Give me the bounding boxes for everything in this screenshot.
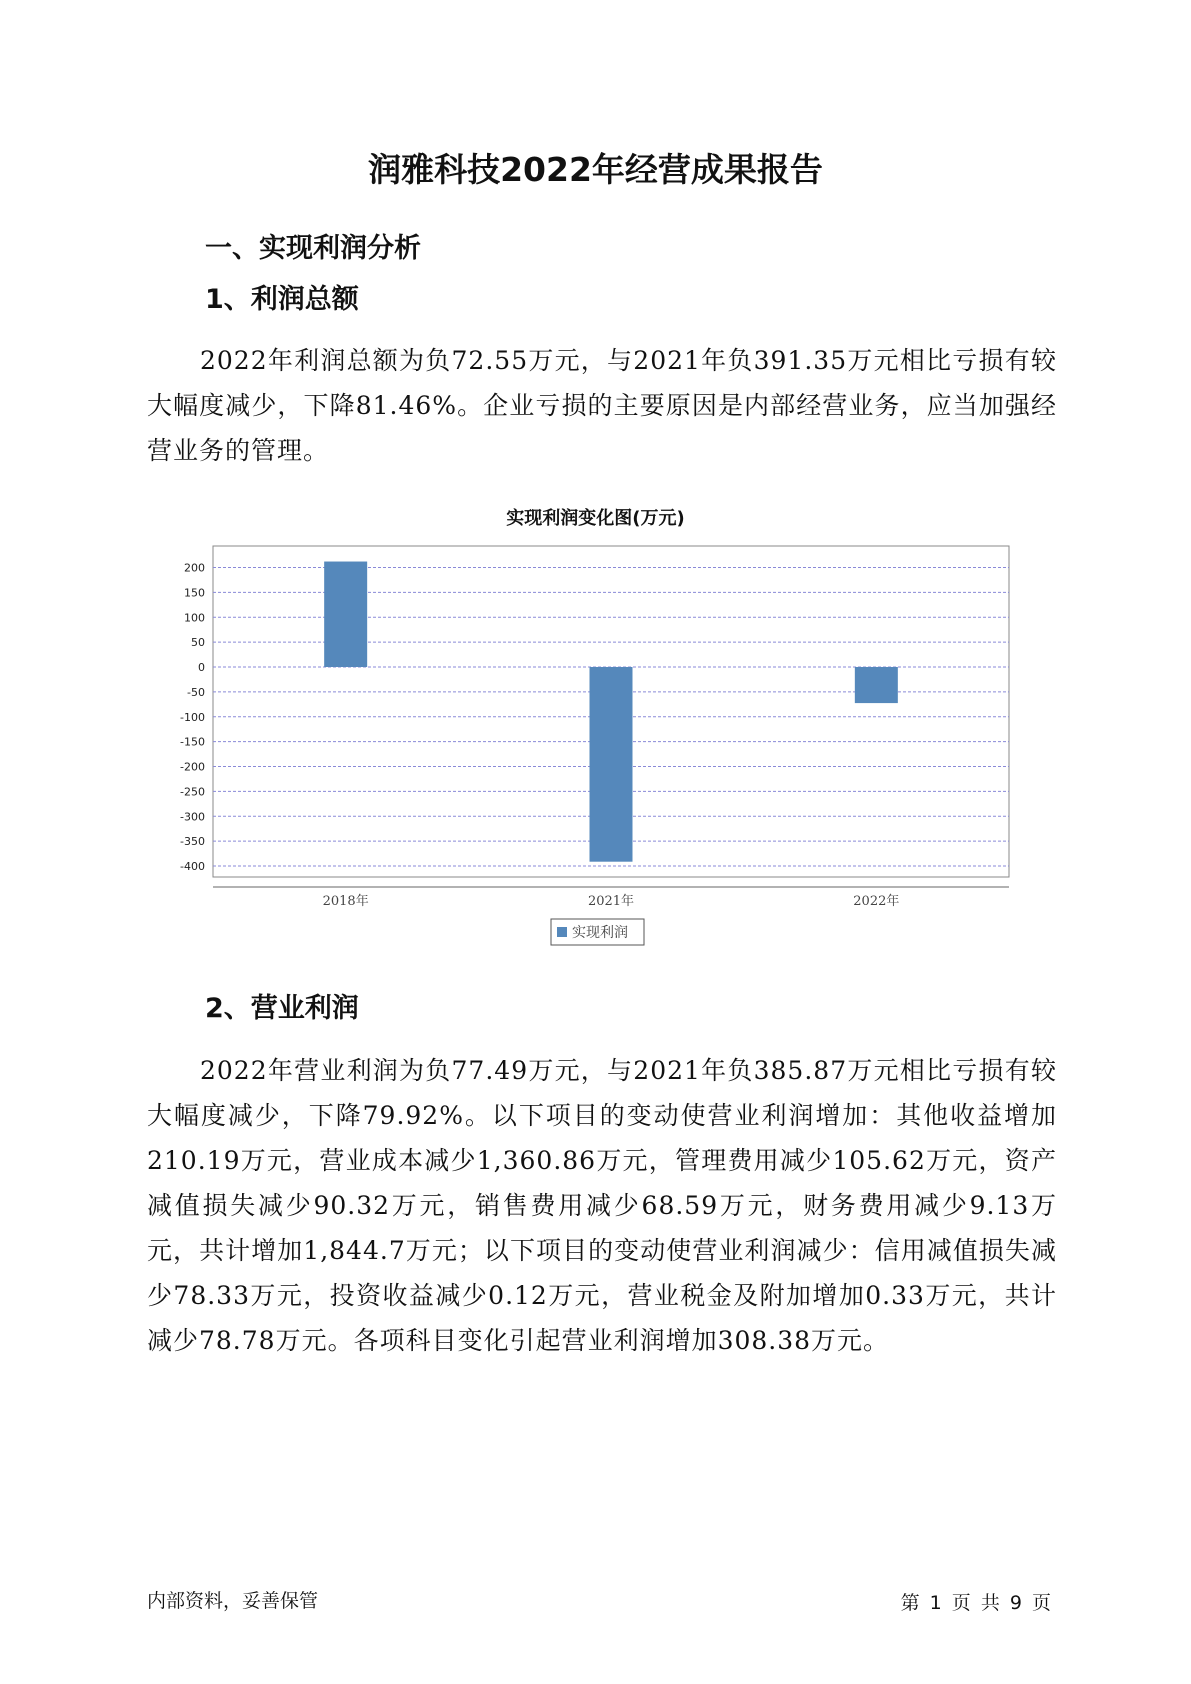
y-tick-label: -150 [180, 735, 205, 749]
bar-2018年 [324, 562, 367, 667]
y-tick-label: 50 [191, 636, 205, 650]
y-tick-label: -250 [180, 785, 205, 799]
y-tick-label: -50 [187, 685, 205, 699]
y-tick-label: 200 [184, 561, 205, 575]
paragraph-total-profit: 2022年利润总额为负72.55万元，与2021年负391.35万元相比亏损有较大幅度减少，下降81.46%。企业亏损的主要原因是内部经营业务，应当加强经营业务的管理。 [147, 346, 1057, 465]
page-title: 润雅科技2022年经营成果报告 [368, 150, 823, 189]
y-tick-label: -350 [180, 835, 205, 849]
legend-swatch [557, 927, 567, 937]
subheading-operating-profit: 2、营业利润 [205, 993, 359, 1024]
bar-2022年 [855, 667, 898, 703]
section-heading-profit-analysis: 一、实现利润分析 [205, 233, 421, 264]
bar-2021年 [590, 667, 633, 862]
subheading-total-profit: 1、利润总额 [205, 284, 359, 315]
chart-title: 实现利润变化图(万元) [506, 508, 685, 529]
paragraph-operating-profit: 2022年营业利润为负77.49万元，与2021年负385.87万元相比亏损有较大幅度减少，下降79.92%。以下项目的变动使营业利润增加：其他收益增加210.19万元，营业成本减少1,360.86万元，管理费用减少105.62万元，资产减值损失减少90.32万元，销售费用减少68.59万元，财务费用减少9.13万元，共计增加1,844.7万元；以下项目的变动使营业利润减少：信用减值损失减少78.33万元，投资收益减少0.12万元，营业税金及附加增加0.33万元，共计减少78.78万元。各项科目变化引起营业利润增加308.38万元。 [147, 1056, 1057, 1355]
y-tick-label: 100 [184, 611, 205, 625]
y-tick-label: -300 [180, 810, 205, 824]
footer-confidential-note: 内部资料，妥善保管 [147, 1590, 319, 1612]
y-tick-label: 0 [198, 661, 205, 674]
x-tick-label: 2018年 [322, 894, 369, 909]
y-tick-label: 150 [184, 586, 205, 600]
legend-label: 实现利润 [572, 925, 628, 941]
footer-page-number: 第 1 页 共 9 页 [900, 1592, 1051, 1614]
y-tick-label: -400 [180, 860, 205, 873]
y-tick-label: -100 [180, 710, 205, 724]
x-tick-label: 2022年 [853, 894, 900, 909]
y-tick-label: -200 [180, 760, 205, 774]
x-tick-label: 2021年 [587, 894, 635, 909]
